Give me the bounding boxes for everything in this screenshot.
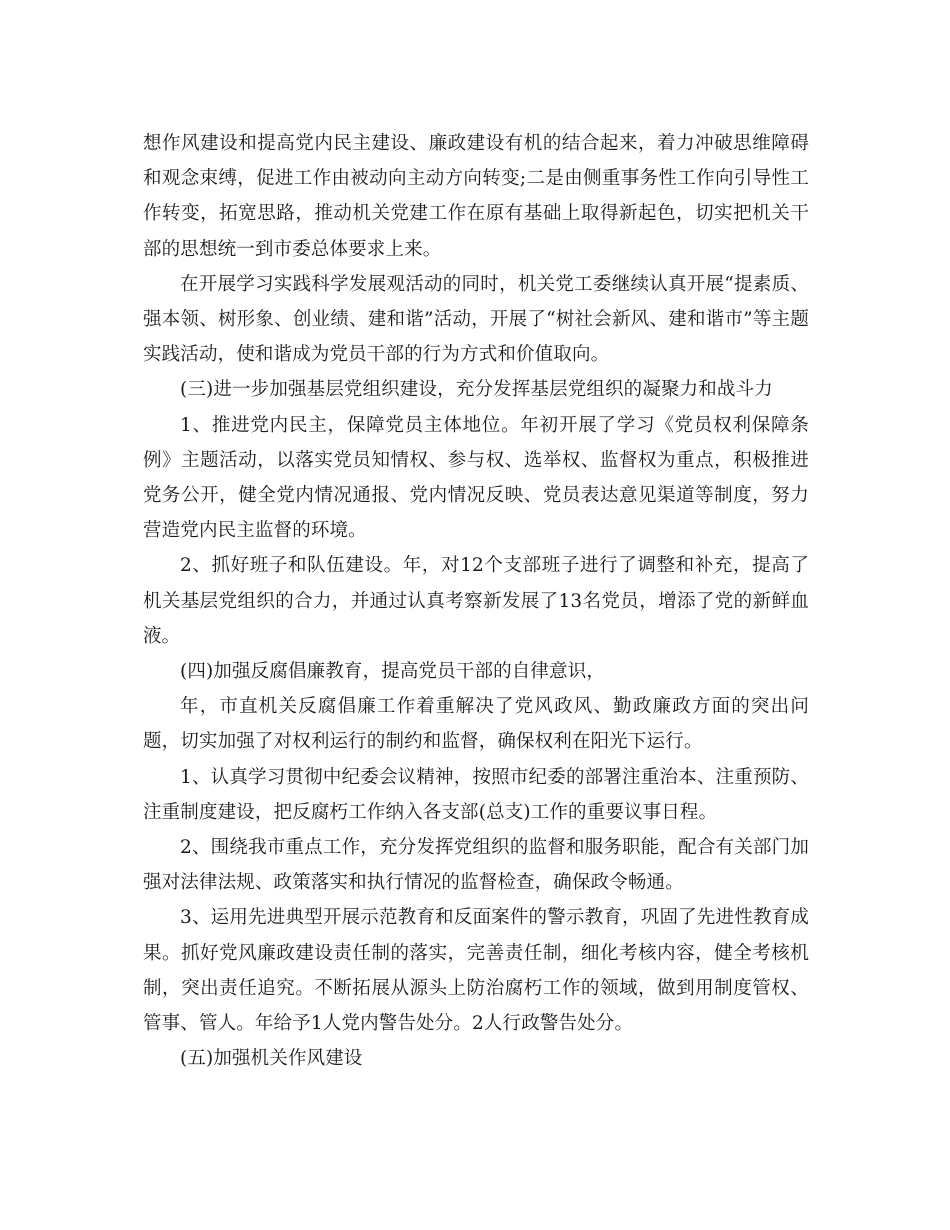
paragraph-team-building: 2、抓好班子和队伍建设。年，对12个支部班子进行了调整和补充，提高了机关基层党组织的合力，并通过认真考察新发展了13名党员，增添了党的新鲜血液。 <box>143 555 809 647</box>
paragraph-intra-party-democracy: 1、推进党内民主，保障党员主体地位。年初开展了学习《党员权利保障条例》主题活动，以落实党员知情权、参与权、选举权、监督权为重点，积极推进党务公开，健全党内情况通报、党内情况反映、党员表达意见渠道等制度，努力营造党内民主监督的环境。 <box>143 414 809 542</box>
section-heading-5: (五)加强机关作风建设 <box>180 1048 363 1070</box>
paragraph-warning-education: 3、运用先进典型开展示范教育和反面案件的警示教育，巩固了先进性教育成果。抓好党风廉政建设责任制的落实，完善责任制，细化考核内容，健全考核机制，突出责任追究。不断拓展从源头上防治腐朽工作的领域，做到用制度管权、管事、管人。年给予1人党内警告处分。2人行政警告处分。 <box>143 907 809 1035</box>
paragraph-continuation: 想作风建设和提高党内民主建设、廉政建设有机的结合起来，着力冲破思维障碍和观念束缚，促进工作由被动向主动方向转变;二是由侧重事务性工作向引导性工作转变，拓宽思路，推动机关党建工作在原有基础上取得新起色，切实把机关干部的思想统一到市委总体要求上来。 <box>143 133 809 260</box>
paragraph-supervision: 2、围绕我市重点工作，充分发挥党组织的监督和服务职能，配合有关部门加强对法律法规、政策落实和执行情况的监督检查，确保政令畅通。 <box>143 837 809 894</box>
paragraph-discipline-study: 1、认真学习贯彻中纪委会议精神，按照市纪委的部署注重治本、注重预防、注重制度建设，把反腐朽工作纳入各支部(总支)工作的重要议事日程。 <box>143 766 809 823</box>
document-body <box>143 126 809 1076</box>
section-heading-4: (四)加强反腐倡廉教育，提高党员干部的自律意识， <box>180 661 606 683</box>
paragraph-anti-corruption-overview: 年，市直机关反腐倡廉工作着重解决了党风政风、勤政廉政方面的突出问题，切实加强了对权利运行的制约和监督，确保权利在阳光下运行。 <box>143 696 809 753</box>
paragraph-study-practice: 在开展学习实践科学发展观活动的同时，机关党工委继续认真开展“提素质、强本领、树形象、创业绩、建和谐”活动，开展了“树社会新风、建和谐市”等主题实践活动，使和谐成为党员干部的行为方式和价值取向。 <box>143 273 809 366</box>
section-heading-3: (三)进一步加强基层党组织建设，充分发挥基层党组织的凝聚力和战斗力 <box>180 379 773 401</box>
